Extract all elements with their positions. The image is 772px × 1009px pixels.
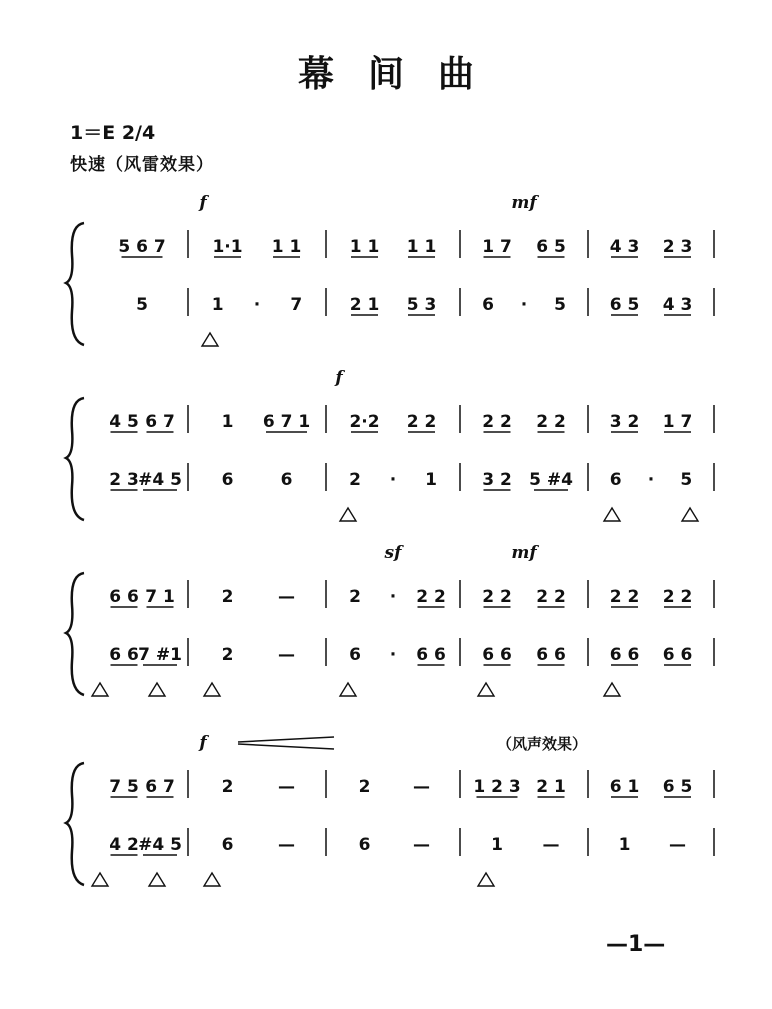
lower-note-group: —	[669, 835, 686, 855]
triangle-accent	[340, 508, 356, 521]
dynamic-marking: f	[335, 368, 343, 388]
triangle-accent	[202, 333, 218, 346]
upper-note-group: 7 1	[145, 587, 175, 607]
lower-note-group: 6 6	[662, 645, 693, 665]
lower-note-group: 6 6	[609, 645, 640, 665]
upper-note-group: 6 7 1	[262, 412, 311, 432]
lower-note-group: 5	[680, 470, 693, 490]
lower-note-group: 2 1	[349, 295, 380, 315]
upper-note-group: 1 2 3	[473, 777, 521, 797]
dynamic-marking: mf	[511, 193, 537, 213]
upper-note-group: —	[413, 777, 430, 797]
lower-note-group: —	[278, 835, 295, 855]
triangle-accent	[478, 873, 494, 886]
lower-note-group: 6	[280, 470, 293, 490]
lower-note-group: 6	[358, 835, 371, 855]
upper-note-group: 1 7	[662, 412, 693, 432]
triangle-accent	[604, 683, 620, 696]
lower-note-group: 5 #4	[529, 470, 573, 490]
lower-note-group: #4 5	[138, 835, 182, 855]
lower-note-group: 2 3	[109, 470, 139, 490]
upper-note-group: 2 2	[536, 587, 566, 607]
upper-note-group: 2 1	[536, 777, 566, 797]
triangle-accent	[682, 508, 698, 521]
lower-note-group: 5 3	[406, 295, 437, 315]
upper-note-group: —	[278, 587, 295, 607]
upper-note-group: 2·2	[349, 412, 380, 432]
upper-note-group: 2 3	[662, 237, 693, 257]
lower-note-group: 5	[136, 295, 148, 315]
effect-annotation: （风声效果）	[496, 735, 588, 753]
lower-note-group: 6 6	[536, 645, 566, 665]
lower-note-group: 6 5	[609, 295, 640, 315]
upper-note-group: 2	[349, 587, 361, 607]
lower-note-group: 6 6	[109, 645, 139, 665]
upper-note-group: 4 3	[609, 237, 640, 257]
upper-note-group: 1·1	[212, 237, 243, 257]
lower-note-group: ·	[647, 470, 655, 490]
upper-note-group: 4 5	[109, 412, 139, 432]
upper-note-group: ·	[389, 587, 397, 607]
triangle-accent	[92, 873, 108, 886]
page-number: —1—	[606, 932, 666, 957]
upper-note-group: 1	[221, 412, 234, 432]
upper-note-group: 6 5	[536, 237, 566, 257]
upper-note-group: 2	[221, 587, 234, 607]
lower-note-group: 6	[221, 470, 234, 490]
lower-note-group: 1	[425, 470, 437, 490]
upper-note-group: 2 2	[482, 412, 512, 432]
upper-note-group: 2	[221, 777, 234, 797]
triangle-accent	[204, 683, 220, 696]
upper-note-group: 6 1	[609, 777, 640, 797]
lower-note-group: 4 2	[109, 835, 139, 855]
dynamic-marking: sf	[384, 543, 402, 563]
dynamic-marking: f	[199, 193, 207, 213]
lower-note-group: 2	[349, 470, 361, 490]
lower-note-group: 1	[491, 835, 503, 855]
lower-note-group: #4 5	[138, 470, 182, 490]
dynamic-marking: f	[199, 733, 207, 753]
upper-note-group: —	[278, 777, 295, 797]
triangle-accent	[149, 683, 165, 696]
lower-note-group: 1	[211, 295, 224, 315]
dynamic-marking: mf	[511, 543, 537, 563]
lower-note-group: ·	[253, 295, 261, 315]
lower-note-group: 6 6	[416, 645, 446, 665]
upper-note-group: 6 7	[145, 777, 175, 797]
lower-note-group: 5	[554, 295, 566, 315]
lower-note-group: ·	[389, 645, 397, 665]
lower-note-group: 1	[618, 835, 631, 855]
triangle-accent	[340, 683, 356, 696]
upper-note-group: 6 6	[109, 587, 139, 607]
lower-note-group: 6	[609, 470, 622, 490]
upper-note-group: 2 2	[416, 587, 446, 607]
system-brace	[66, 398, 84, 520]
upper-note-group: 1 1	[349, 237, 380, 257]
upper-note-group: 2 2	[536, 412, 566, 432]
upper-note-group: 6 5	[662, 777, 693, 797]
lower-note-group: —	[413, 835, 430, 855]
system-brace	[66, 223, 84, 345]
upper-note-group: 7 5	[109, 777, 139, 797]
triangle-accent	[149, 873, 165, 886]
system-brace	[66, 763, 84, 885]
upper-note-group: 3 2	[609, 412, 640, 432]
upper-note-group: 2 2	[662, 587, 693, 607]
upper-note-group: 1 1	[406, 237, 437, 257]
triangle-accent	[92, 683, 108, 696]
crescendo-hairpin	[238, 737, 334, 742]
key-signature: 1＝E 2/4	[70, 122, 156, 144]
lower-note-group: —	[278, 645, 295, 665]
lower-note-group: —	[542, 835, 560, 855]
lower-note-group: 7	[290, 295, 303, 315]
tempo-marking: 快速（风雷效果）	[70, 155, 214, 175]
lower-note-group: 2	[221, 645, 234, 665]
upper-note-group: 2 2	[482, 587, 512, 607]
triangle-accent	[204, 873, 220, 886]
lower-note-group: ·	[389, 470, 397, 490]
upper-note-group: 5 6 7	[118, 237, 166, 257]
lower-note-group: 6	[349, 645, 361, 665]
upper-note-group: 2 2	[406, 412, 437, 432]
upper-note-group: 6 7	[145, 412, 175, 432]
upper-note-group: 2	[358, 777, 371, 797]
crescendo-hairpin	[238, 744, 334, 749]
lower-note-group: 6	[221, 835, 234, 855]
system-brace	[66, 573, 84, 695]
upper-note-group: 2 2	[609, 587, 640, 607]
lower-note-group: 7 #1	[138, 645, 182, 665]
lower-note-group: 3 2	[482, 470, 512, 490]
lower-note-group: 4 3	[662, 295, 693, 315]
lower-note-group: 6	[482, 295, 494, 315]
triangle-accent	[604, 508, 620, 521]
upper-note-group: 1 7	[482, 237, 512, 257]
triangle-accent	[478, 683, 494, 696]
lower-note-group: ·	[520, 295, 528, 315]
upper-note-group: 1 1	[271, 237, 302, 257]
lower-note-group: 6 6	[482, 645, 512, 665]
page-title: 幕间曲	[297, 54, 508, 95]
